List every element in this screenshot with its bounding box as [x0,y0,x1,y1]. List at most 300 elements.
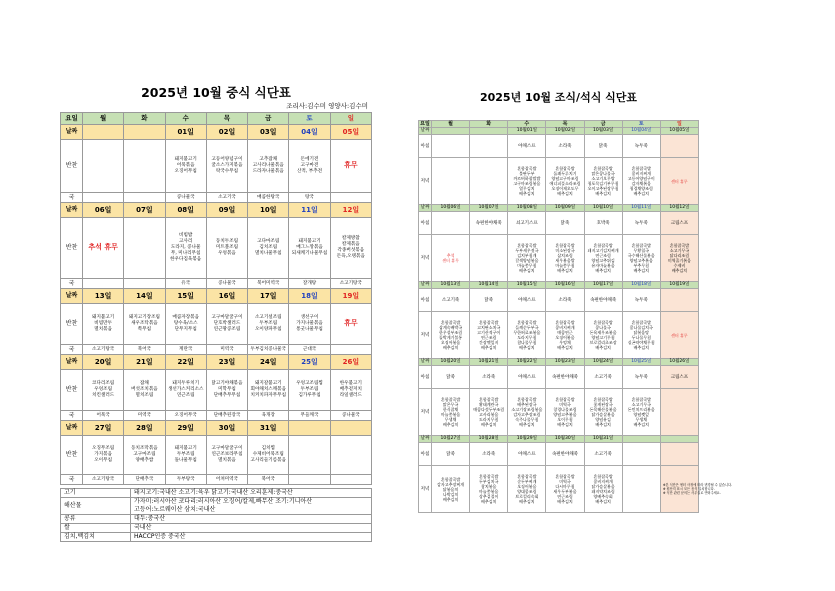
bd-date-cell [622,436,660,443]
dinner-cell [622,466,660,513]
bd-date-cell: 10월19일 [660,282,698,289]
soup-cell: 두부탕국 [165,475,206,485]
day-header: 목 [546,121,584,128]
menu-item: 혼합잡곡밥 [517,474,537,479]
origin-label: 고기 [61,489,131,498]
dinner-cell [508,235,546,282]
meal-cell [124,370,165,411]
date-cell: 30일 [206,421,247,436]
lunch-staff: 조리사:김수미 영양사:김수미 [286,102,368,110]
soup-cell: 소고기국 [206,193,247,203]
menu-item: 마늘쫑무침 [555,263,575,268]
dinner-label: 저녁 [419,235,432,282]
dinner-row [419,235,699,282]
menu-item: 배추김치 [442,496,459,502]
menu-item: 배추된장국 [517,402,537,407]
day-header: 화 [470,121,508,128]
breakfast-cell: 닭죽 [546,212,584,235]
soup-label: 국 [61,279,83,289]
bd-date-cell: 10월16일 [546,282,584,289]
menu-item: 되새케기나물무침 [291,251,328,256]
breakfast-cell [660,135,698,158]
menu-item: 비빔만두 [94,321,113,326]
menu-item: 오이양파무침 [254,327,282,332]
menu-item: 양대콩조림 [517,489,537,494]
menu-item: 오이무침 [94,458,113,463]
soup-cell: 콩나물국 [165,193,206,203]
date-row [61,421,372,436]
holiday-label: 추석 [446,253,455,258]
meal-cell [165,140,206,193]
menu-item: 마늘쫑볶음 [440,412,461,417]
menu-item: 양념고구마조림 [551,176,579,181]
soup-cell: 북어국 [124,345,165,355]
menu-item: 돈에기전 [300,157,319,162]
menu-item: 고다마조림 [257,239,280,244]
lunch-header-row [61,113,372,125]
dinner-cell [508,389,546,436]
menu-item: 고구마조림 [133,452,156,457]
menu-item: 혼합잡곡밥 [517,243,537,248]
meal-row [61,304,372,345]
lunch-title: 2025년 10월 중식 식단표 [141,85,291,100]
bd-date-cell: 10월03일 [584,128,622,135]
menu-item: 감자고추장찌개 [437,481,465,487]
origin-value [131,489,372,498]
menu-item: 미역줄기볶음 [667,258,692,263]
menu-item: 배추김치 [633,345,649,350]
menu-item: 배추김치 [519,345,535,350]
menu-item: 통굿나물무침 [296,327,323,332]
date-cell: 06일 [83,203,124,218]
menu-item: 단배추무무침 [213,393,241,398]
menu-item: 혼합잡곡밥 [440,320,461,325]
menu-item: 혼합잡곡밥 [631,397,651,402]
date-cell: 22일 [165,355,206,370]
bd-date-cell: 10월10일 [584,205,622,212]
menu-item: 오징어재오도무 [551,186,579,191]
origin-line: HACCP인증 중국산 [134,533,186,540]
bd-date-cell: 10월11일 [622,205,660,212]
breakfast-cell [470,135,508,158]
menu-item: 고구마달굴구이 [211,446,243,451]
origin-value [131,498,372,515]
soup-cell [83,279,124,289]
date-cell: 25일 [289,355,330,370]
meal-cell [330,370,371,411]
menu-item: 닭고기야채볶음 [211,381,243,386]
menu-item: 돈육,오뎅볶음 [336,254,365,259]
menu-item: 돈민치프리볶음 [627,407,655,412]
menu-item: 소고기무국 [631,402,651,407]
breakfast-cell: 속편한야채죽 [546,366,584,389]
menu-item: 잡채 [139,381,149,386]
date-cell: 02일 [206,125,247,140]
menu-item: 매그느깡볶음 [296,245,323,250]
dinner-cell [470,312,508,359]
date-cell: 07일 [124,203,165,218]
menu-item: 감자고추장조림 [513,412,541,417]
menu-item: 무생채 [635,417,648,422]
bd-date-cell: 10월25일 [622,359,660,366]
menu-item: 치킨샐러드 [92,393,115,398]
menu-item: 돈목해산물볶음 [589,407,617,412]
menu-item: 오징어볶음 [555,335,575,340]
bd-date-row [419,205,699,212]
meal-cell [330,140,371,193]
breakfast-dinner-page [418,85,733,513]
menu-item: 까르버하찹쌀밥 [513,176,541,181]
bd-date-cell: 10월04일 [622,128,660,135]
menu-item: 고사리들기름볶음 [250,458,287,463]
menu-item: 콩나물김치국 [629,325,653,330]
bd-date-cell: 10월12일 [660,205,698,212]
breakfast-cell: 호박죽 [584,212,622,235]
menu-item: 오이고추된장무침 [587,186,619,191]
menu-item: 혼합잡곡밥 [631,243,651,248]
menu-item: 마늘쫑무침 [517,263,537,268]
menu-item: 양념고기무침 [591,335,615,340]
soup-cell [83,193,124,203]
bd-date-cell: 10월30일 [546,436,584,443]
meal-cell [289,140,330,193]
lunch-table [60,112,372,485]
menu-item: 양념고추볶음 [629,258,653,263]
breakfast-cell: 소고기죽 [432,289,470,312]
menu-item: 양배추숙회 [593,494,613,499]
menu-item: 드라자나물볶음 [252,169,284,174]
soup-cell: 소고기탕국 [83,475,124,485]
soup-cell [289,475,330,485]
menu-item: 소고기설조림 [254,315,282,320]
menu-item: 비빔밥 [179,233,193,238]
menu-item: 참나물무침 [517,340,537,345]
menu-item: 미역국 [559,479,571,484]
menu-item: 혼합잡곡밥 [440,476,461,482]
date-cell [83,125,124,140]
meal-cell [206,370,247,411]
breakfast-cell: 닭죽 [432,366,470,389]
dinner-cell [546,312,584,359]
menu-item: 고사리나물볶음 [252,163,284,168]
menu-item: 돼지고기장조림 [128,315,160,320]
origin-value [131,533,372,542]
menu-item: 우엉채 [559,340,571,345]
dinner-cell [660,158,698,205]
origin-value [131,524,372,533]
bd-date-cell: 10월26일 [660,359,698,366]
breakfast-label: 아침 [419,366,432,389]
menu-item: 혼합잡곡밥 [555,474,575,479]
menu-item: 콩비지찌개 [593,479,613,484]
dinner-cell [432,389,470,436]
date-cell: 21일 [124,355,165,370]
menu-item: 혼합잡곡밥 [479,320,499,325]
breakfast-cell: 속편한야채죽 [470,212,508,235]
menu-item: 배추김치 [519,422,535,427]
menu-item: 멸치볶음 [94,327,113,332]
menu-item: 열무김치 [519,186,535,191]
meal-cell [165,304,206,345]
menu-item: 배추김치 [595,268,611,273]
menu-item: 멸치볶음 [218,458,236,463]
breakfast-label: 아침 [419,443,432,466]
breakfast-cell: 소고기죽 [584,366,622,389]
menu-item: 동치조막볶음 [131,446,158,451]
breakfast-cell: 닭죽 [432,443,470,466]
soup-cell: 어묵국 [83,411,124,421]
dinner-row [419,312,699,359]
origin-row [61,515,372,524]
date-cell: 16일 [206,289,247,304]
bd-date-cell [470,128,508,135]
breakfast-row [419,443,699,466]
soup-cell: 매콤한탕국 [248,193,289,203]
menu-item: 단호박샐러드 [213,321,241,326]
meal-row [61,436,372,475]
meal-row [61,140,372,193]
menu-item: 돼지불고기 [174,157,197,162]
day-header: 일 [660,121,698,128]
breakfast-cell [622,443,660,466]
menu-item: 멸치조림 [135,393,154,398]
bd-date-cell: 10월29일 [508,436,546,443]
menu-item: 미학무침 [218,387,236,392]
menu-item: 코다리조림 [92,381,115,386]
menu-item: 배추김치 [480,345,497,350]
menu-item: 가지나물볶음 [296,321,323,326]
menu-item: 순두부찌개 [517,479,537,484]
date-cell: 04일 [289,125,330,140]
menu-item: 배추김치 [519,191,535,196]
soup-cell: 유국 [165,279,206,289]
date-cell: 11일 [289,203,330,218]
bd-date-cell: 10월15일 [508,282,546,289]
dinner-cell [584,312,622,359]
menu-item: 혼합잡곡밥 [555,166,575,171]
menu-item: 배추김치 [633,268,649,273]
menu-item: 버섯조치볶음 [131,387,158,392]
breakfast-cell: 야채스프 [508,443,546,466]
menu-item: 매콤자장볶음 [172,315,200,320]
bd-date-cell: 10월17일 [584,282,622,289]
day-header: 일 [330,113,371,125]
menu-item: 나박김치 [442,491,459,497]
menu-item: 다시마무침 [555,484,575,489]
bd-date-cell: 10월08일 [508,205,546,212]
menu-item: 고구마조림볶음 [513,181,541,186]
meal-cell [248,140,289,193]
menu-item: 오징어볶음 [440,340,461,345]
origin-label: 쌀 [61,524,131,533]
origin-line: 대두:중국산 [134,515,166,522]
menu-item: 고등어양념구이 [627,176,655,181]
menu-item: 무생채 [444,417,457,422]
menu-item: 혼합잡곡밥 [517,166,537,171]
bd-date-cell: 10월21일 [470,359,508,366]
date-cell: 08일 [165,203,206,218]
menu-item: 유자마늘볶음 [591,263,615,268]
bd-date-cell: 10월23일 [546,359,584,366]
soup-cell: 탕국 [289,193,330,203]
meal-cell [206,436,247,475]
meal-cell [165,436,206,475]
menu-item: 도라지무침 [517,335,537,340]
menu-item: 청경채양조림 [629,186,653,191]
dinner-cell [546,466,584,513]
date-row [61,203,372,218]
menu-item: 혼합잡곡밥 [479,474,499,479]
soup-cell: 근대국 [289,345,330,355]
breakfast-row [419,135,699,158]
origin-row [61,498,372,515]
dinner-cell [546,235,584,282]
menu-item: 두부조림 [259,321,278,326]
menu-item: 고사리 [179,239,193,244]
menu-item: 배추김치 [557,268,573,273]
menu-item: 소고기무국 [669,248,690,253]
bd-date-row [419,359,699,366]
dinner-label: 저녁 [419,466,432,513]
menu-item: 멸치나물무침 [254,251,282,256]
breakfast-cell: 크림스프 [660,366,698,389]
menu-item: 오징어볶음 [517,484,537,489]
menu-item: 김치부침개 [517,253,537,258]
breakfast-cell [660,289,698,312]
date-cell: 20일 [83,355,124,370]
menu-item: 우엉볶음 [218,251,236,256]
menu-item: 콩비지찌개 [631,171,651,176]
menu-item: 두부조림 [176,452,195,457]
holiday-label: 휴무 [344,319,358,327]
menu-item: 청포묵김기부무침 [587,181,619,186]
menu-item: 애너피플소라조림 [549,181,581,186]
menu-item: 배추김치 [557,422,573,427]
menu-item: 무한허료조볶음 [513,330,541,335]
menu-item: 혼합잡곡밥 [479,397,499,402]
soup-cell: 육개장 [248,411,289,421]
breakfast-label: 아침 [419,212,432,235]
day-header: 월 [83,113,124,125]
menu-item: 한우설부조림 [438,330,463,335]
menu-item: 탕수육/소스 [173,321,198,326]
meal-cell [248,370,289,411]
menu-item: 매콤다섯두부조림 [473,407,505,412]
soup-cell: 북어미역국 [248,279,289,289]
date-cell: 31일 [248,421,289,436]
soup-cell: 북어국 [248,475,289,485]
menu-item: 혼합잡곡밥 [517,320,537,325]
bd-date-cell: 10월07일 [470,205,508,212]
menu-item: 수제비 [673,263,686,268]
menu-item: 혼합잡곡밥 [593,166,613,171]
holiday-label: 휴무 [344,161,358,169]
menu-item: 돌꽤두루치기 [553,171,577,176]
holiday-label: 추석 휴무 [88,243,118,251]
menu-item: 양념깻잎 [633,412,649,417]
menu-item: 혼합잡곡밥 [631,166,651,171]
bd-header-row [419,121,699,128]
soup-label: 국 [61,193,83,203]
dinner-label: 저녁 [419,312,432,359]
breakfast-cell [432,135,470,158]
dinner-cell [470,389,508,436]
soup-cell [124,279,165,289]
soup-cell: 미역국 [206,345,247,355]
dinner-cell [584,158,622,205]
day-header: 월 [432,121,470,128]
date-cell: 15일 [165,289,206,304]
date-cell [289,421,330,436]
menu-item: 매콤연근 [557,330,573,335]
menu-item: 고등어양념구이 [211,157,243,162]
bd-date-cell: 10월05일 [660,128,698,135]
dinner-cell [508,312,546,359]
menu-item: 우엉고조림찜 [296,381,323,386]
dinner-cell [432,466,470,513]
bd-date-cell: 10월13일 [432,282,470,289]
breakfast-cell: 소라죽 [546,135,584,158]
meal-cell [248,218,289,279]
menu-item: 양념고추튀김 [591,258,615,263]
menu-item: 새우두부볶음 [553,489,577,494]
dinner-cell [432,235,470,282]
date-cell: 29일 [165,421,206,436]
menu-item: 동치두조림 [215,239,239,244]
menu-item: 각종버섯볶음 [337,248,365,253]
date-cell: 12일 [330,203,371,218]
menu-item: 무, 미나리무침 [170,251,201,256]
day-header: 화 [124,113,165,125]
menu-item: 산적, 부추전 [296,169,323,174]
breakfast-cell: 소라죽 [546,289,584,312]
breakfast-cell: 닭죽 [470,289,508,312]
soup-cell: 어쳐미역국 [206,475,247,485]
menu-item: 배추김치 [595,499,611,504]
dinner-cell [622,312,660,359]
menu-item: 어묵볶음 [176,163,195,168]
dinner-cell [470,466,508,513]
meal-cell [206,218,247,279]
menu-item: 연근조림 [480,335,497,340]
meal-cell [330,436,371,475]
menu-item: 창경나물조림 [553,407,577,412]
date-cell: 24일 [248,355,289,370]
soup-row [61,411,372,421]
menu-item: 고사리볶음 [479,412,499,417]
menu-item: 상추겉절이 [479,494,499,499]
menu-item: 숙주나물무침 [515,417,539,422]
bd-date-cell: 날짜 [419,128,432,135]
soup-cell: 두부김치콩나물국 [248,345,289,355]
meal-cell [248,436,289,475]
breakfast-cell [432,212,470,235]
menu-item: 배추겉져치 [339,387,362,392]
menu-item: 두부김치국 [479,479,499,484]
menu-item: 맑은무국 [442,402,459,407]
bd-date-cell: 10월02일 [546,128,584,135]
soup-row [61,279,372,289]
dinner-cell [584,466,622,513]
date-cell: 23일 [206,355,247,370]
menu-item: 오이무침 [557,417,573,422]
meal-cell [165,218,206,279]
meal-cell [206,304,247,345]
menu-item: 혼합잡곡밥 [593,243,613,248]
dinner-cell [546,158,584,205]
origin-row [61,489,372,498]
menu-item: 회야채치스깨볶음 [250,387,287,392]
